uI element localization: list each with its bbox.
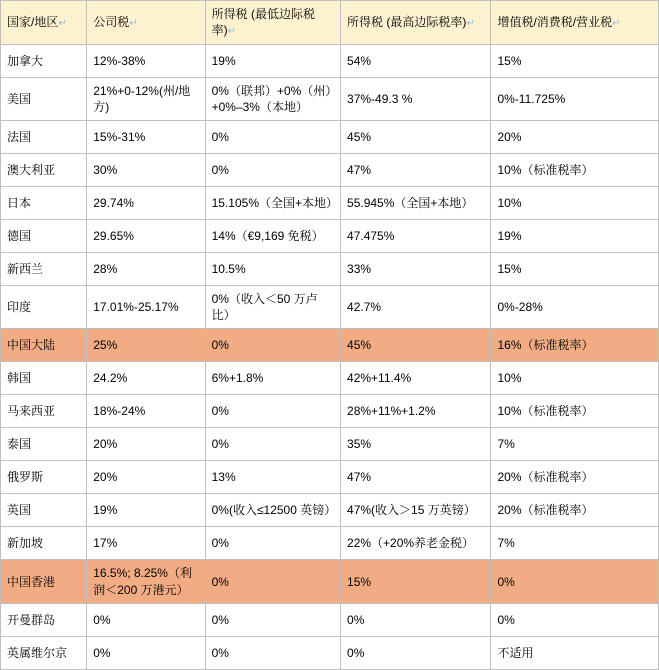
cell-vat: 0%-11.725% xyxy=(491,77,659,120)
cell-country: 英国 xyxy=(1,494,87,527)
cell-income-tax-max: 42%+11.4% xyxy=(341,362,491,395)
cell-income-tax-max: 0% xyxy=(341,636,491,669)
cell-vat: 10% xyxy=(491,187,659,220)
paragraph-mark-icon: ↵ xyxy=(58,18,67,30)
cell-vat: 20%（标准税率） xyxy=(491,461,659,494)
cell-country: 马来西亚 xyxy=(1,395,87,428)
column-header-corporate-tax-label: 公司税 xyxy=(93,15,130,30)
table-row xyxy=(1,494,659,527)
cell-income-tax-max: 0% xyxy=(341,603,491,636)
cell-corporate-tax: 17% xyxy=(87,527,205,560)
cell-vat: 16%（标准税率） xyxy=(491,329,659,362)
cell-vat: 7% xyxy=(491,527,659,560)
cell-country: 新西兰 xyxy=(1,253,87,286)
column-header-country-label: 国家/地区 xyxy=(7,15,59,30)
cell-income-tax-max: 45% xyxy=(341,121,491,154)
cell-income-tax-min: 0%(收入≤12500 英镑） xyxy=(205,494,340,527)
cell-corporate-tax: 21%+0-12%(州/地方) xyxy=(87,77,205,120)
cell-income-tax-min: 19% xyxy=(205,44,340,77)
cell-income-tax-min: 0% xyxy=(205,329,340,362)
cell-vat: 15% xyxy=(491,253,659,286)
table-row xyxy=(1,362,659,395)
cell-country: 俄罗斯 xyxy=(1,461,87,494)
cell-income-tax-max: 45% xyxy=(341,329,491,362)
cell-income-tax-max: 42.7% xyxy=(341,286,491,329)
cell-country: 中国香港 xyxy=(1,560,87,603)
cell-corporate-tax: 20% xyxy=(87,461,205,494)
cell-vat: 0% xyxy=(491,603,659,636)
table-row xyxy=(1,527,659,560)
cell-vat: 7% xyxy=(491,428,659,461)
cell-income-tax-min: 10.5% xyxy=(205,253,340,286)
cell-income-tax-min: 6%+1.8% xyxy=(205,362,340,395)
cell-vat: 20% xyxy=(491,121,659,154)
table-header xyxy=(1,1,659,45)
cell-corporate-tax: 28% xyxy=(87,253,205,286)
cell-corporate-tax: 30% xyxy=(87,154,205,187)
table-row-highlighted xyxy=(1,329,659,362)
table-row xyxy=(1,428,659,461)
cell-income-tax-max: 22%（+20%养老金税） xyxy=(341,527,491,560)
cell-corporate-tax: 20% xyxy=(87,428,205,461)
table-body xyxy=(1,44,659,669)
cell-income-tax-min: 0% xyxy=(205,428,340,461)
column-header-corporate-tax xyxy=(87,1,205,45)
cell-income-tax-max: 47% xyxy=(341,154,491,187)
cell-income-tax-min: 0% xyxy=(205,636,340,669)
cell-corporate-tax: 24.2% xyxy=(87,362,205,395)
column-header-income-tax-max xyxy=(341,1,491,45)
paragraph-mark-icon: ↵ xyxy=(466,18,475,30)
cell-income-tax-min: 0% xyxy=(205,603,340,636)
cell-corporate-tax: 29.65% xyxy=(87,220,205,253)
cell-corporate-tax: 25% xyxy=(87,329,205,362)
cell-corporate-tax: 16.5%; 8.25%（利润＜200 万港元） xyxy=(87,560,205,603)
cell-corporate-tax: 19% xyxy=(87,494,205,527)
cell-country: 法国 xyxy=(1,121,87,154)
cell-vat: 10%（标准税率） xyxy=(491,154,659,187)
cell-corporate-tax: 0% xyxy=(87,636,205,669)
cell-income-tax-min: 0% xyxy=(205,527,340,560)
cell-country: 加拿大 xyxy=(1,44,87,77)
table-row xyxy=(1,636,659,669)
cell-vat: 不适用 xyxy=(491,636,659,669)
table-row xyxy=(1,220,659,253)
table-row xyxy=(1,121,659,154)
cell-vat: 0% xyxy=(491,560,659,603)
cell-country: 新加坡 xyxy=(1,527,87,560)
table-row xyxy=(1,154,659,187)
table-header-row xyxy=(1,1,659,45)
cell-income-tax-min: 15.105%（全国+本地） xyxy=(205,187,340,220)
paragraph-mark-icon: ↵ xyxy=(227,26,236,38)
table-row-highlighted xyxy=(1,560,659,603)
cell-vat: 10%（标准税率） xyxy=(491,395,659,428)
cell-corporate-tax: 12%-38% xyxy=(87,44,205,77)
cell-vat: 15% xyxy=(491,44,659,77)
cell-country: 泰国 xyxy=(1,428,87,461)
cell-corporate-tax: 0% xyxy=(87,603,205,636)
cell-income-tax-min: 0%（收入＜50 万卢比） xyxy=(205,286,340,329)
cell-country: 印度 xyxy=(1,286,87,329)
cell-corporate-tax: 18%-24% xyxy=(87,395,205,428)
cell-income-tax-max: 55.945%（全国+本地） xyxy=(341,187,491,220)
cell-income-tax-max: 54% xyxy=(341,44,491,77)
paragraph-mark-icon: ↵ xyxy=(129,18,138,30)
table-row xyxy=(1,461,659,494)
cell-country: 开曼群岛 xyxy=(1,603,87,636)
cell-income-tax-min: 14%（€9,169 免税） xyxy=(205,220,340,253)
table-row xyxy=(1,395,659,428)
cell-country: 德国 xyxy=(1,220,87,253)
table-row xyxy=(1,286,659,329)
cell-income-tax-max: 37%-49.3 % xyxy=(341,77,491,120)
cell-country: 澳大利亚 xyxy=(1,154,87,187)
cell-vat: 0%-28% xyxy=(491,286,659,329)
cell-income-tax-min: 0% xyxy=(205,560,340,603)
cell-corporate-tax: 29.74% xyxy=(87,187,205,220)
cell-country: 英属维尔京 xyxy=(1,636,87,669)
table-row xyxy=(1,603,659,636)
cell-country: 韩国 xyxy=(1,362,87,395)
cell-corporate-tax: 17.01%-25.17% xyxy=(87,286,205,329)
table-row xyxy=(1,77,659,120)
paragraph-mark-icon: ↵ xyxy=(612,18,621,30)
cell-income-tax-min: 0%（联邦）+0%（州）+0%–3%（本地） xyxy=(205,77,340,120)
column-header-vat xyxy=(491,1,659,45)
cell-income-tax-max: 47.475% xyxy=(341,220,491,253)
cell-income-tax-max: 28%+11%+1.2% xyxy=(341,395,491,428)
cell-vat: 10% xyxy=(491,362,659,395)
cell-income-tax-min: 0% xyxy=(205,154,340,187)
cell-income-tax-max: 33% xyxy=(341,253,491,286)
column-header-income-tax-min-label: 所得税 (最低边际税率) xyxy=(211,7,315,38)
column-header-vat-label: 增值税/消费税/营业税 xyxy=(497,15,613,30)
table-row xyxy=(1,187,659,220)
cell-country: 美国 xyxy=(1,77,87,120)
cell-corporate-tax: 15%-31% xyxy=(87,121,205,154)
cell-income-tax-max: 47%(收入＞15 万英镑） xyxy=(341,494,491,527)
cell-income-tax-max: 47% xyxy=(341,461,491,494)
column-header-income-tax-max-label: 所得税 (最高边际税率) xyxy=(347,15,467,30)
cell-vat: 19% xyxy=(491,220,659,253)
cell-vat: 20%（标准税率） xyxy=(491,494,659,527)
table-row xyxy=(1,253,659,286)
cell-country: 中国大陆 xyxy=(1,329,87,362)
cell-income-tax-min: 0% xyxy=(205,395,340,428)
column-header-country xyxy=(1,1,87,45)
column-header-income-tax-min xyxy=(205,1,340,45)
cell-country: 日本 xyxy=(1,187,87,220)
cell-income-tax-max: 15% xyxy=(341,560,491,603)
cell-income-tax-max: 35% xyxy=(341,428,491,461)
cell-income-tax-min: 0% xyxy=(205,121,340,154)
table-row xyxy=(1,44,659,77)
cell-income-tax-min: 13% xyxy=(205,461,340,494)
